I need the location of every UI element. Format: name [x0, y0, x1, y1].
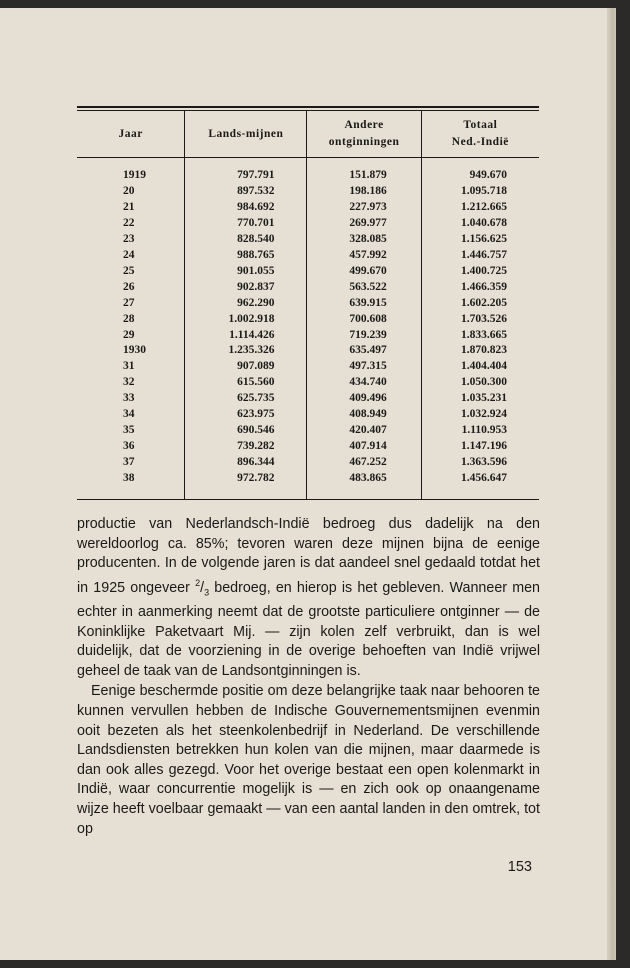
cell-totaal: 1.035.231 — [421, 391, 539, 407]
cell-totaal: 1.870.823 — [421, 343, 539, 359]
cell-year: 32 — [123, 376, 135, 389]
book-page — [0, 8, 616, 960]
table-row — [77, 407, 539, 423]
cell-andere-ontginningen: 467.252 — [307, 455, 421, 471]
cell-year: 1919 — [123, 169, 146, 181]
cell-lands-mijnen: 988.765 — [185, 248, 307, 264]
table-row — [77, 296, 539, 312]
cell-year: 29 — [123, 328, 135, 341]
cell-year: 20 — [123, 184, 135, 197]
cell-totaal: 1.833.665 — [421, 328, 539, 344]
cell-totaal: 1.040.678 — [421, 216, 539, 232]
cell-andere-ontginningen: 408.949 — [307, 407, 421, 423]
cell-totaal: 1.147.196 — [421, 439, 539, 455]
cell-year: 38 — [123, 472, 135, 485]
cell-totaal: 1.156.625 — [421, 232, 539, 248]
table-body — [77, 158, 539, 500]
cell-year: 22 — [123, 216, 135, 229]
cell-totaal: 1.602.205 — [421, 296, 539, 312]
cell-lands-mijnen: 625.735 — [185, 391, 307, 407]
table-row — [77, 232, 539, 248]
cell-year: 23 — [123, 232, 135, 245]
cell-andere-ontginningen: 635.497 — [307, 343, 421, 359]
header-lands-mijnen: Lands-mijnen — [185, 111, 307, 158]
coal-production-table — [77, 106, 539, 500]
cell-lands-mijnen: 972.782 — [185, 471, 307, 499]
body-text — [77, 515, 540, 839]
cell-lands-mijnen: 623.975 — [185, 407, 307, 423]
page-spine-shadow — [607, 8, 614, 960]
cell-totaal: 1.404.404 — [421, 359, 539, 375]
table-row — [77, 328, 539, 344]
cell-year: 33 — [123, 392, 135, 405]
table-bottom-rule — [77, 499, 539, 500]
cell-lands-mijnen: 1.114.426 — [185, 328, 307, 344]
cell-year: 31 — [123, 360, 135, 373]
cell-totaal: 1.446.757 — [421, 248, 539, 264]
table-row — [77, 455, 539, 471]
cell-lands-mijnen: 962.290 — [185, 296, 307, 312]
cell-lands-mijnen: 797.791 — [185, 158, 307, 184]
cell-totaal: 1.110.953 — [421, 423, 539, 439]
cell-totaal: 1.095.718 — [421, 184, 539, 200]
cell-lands-mijnen: 902.837 — [185, 280, 307, 296]
cell-andere-ontginningen: 407.914 — [307, 439, 421, 455]
cell-andere-ontginningen: 497.315 — [307, 359, 421, 375]
cell-lands-mijnen: 896.344 — [185, 455, 307, 471]
table-row — [77, 264, 539, 280]
table-row — [77, 280, 539, 296]
cell-year: 25 — [123, 264, 135, 277]
cell-year: 34 — [123, 408, 135, 421]
cell-andere-ontginningen: 409.496 — [307, 391, 421, 407]
cell-andere-ontginningen: 499.670 — [307, 264, 421, 280]
cell-lands-mijnen: 907.089 — [185, 359, 307, 375]
table-row — [77, 312, 539, 328]
cell-year: 24 — [123, 248, 135, 261]
cell-andere-ontginningen: 457.992 — [307, 248, 421, 264]
cell-year: 26 — [123, 280, 135, 293]
cell-andere-ontginningen: 700.608 — [307, 312, 421, 328]
cell-year: 27 — [123, 296, 135, 309]
cell-totaal: 1.456.647 — [421, 471, 539, 499]
header-andere-ontginningen: Andere ontginningen — [307, 111, 421, 158]
table-row — [77, 200, 539, 216]
table-row — [77, 423, 539, 439]
cell-lands-mijnen: 739.282 — [185, 439, 307, 455]
cell-year: 1930 — [123, 344, 146, 357]
table-row — [77, 343, 539, 359]
cell-andere-ontginningen: 483.865 — [307, 471, 421, 499]
cell-lands-mijnen: 690.546 — [185, 423, 307, 439]
cell-andere-ontginningen: 719.239 — [307, 328, 421, 344]
cell-andere-ontginningen: 198.186 — [307, 184, 421, 200]
cell-totaal: 1.212.665 — [421, 200, 539, 216]
paragraph-2: Eenige beschermde positie om deze belangrijke taak naar behooren te kunnen vervullen hebben de Indische Gouvernementsmijnen evenmin ooit bezeten als het steenkolenbedrijf in Nederland. De verschillende Landsdiensten betrekken hun kolen van die mijnen, maar daarmede is dan ook alles gezegd. Voor het overige bestaat een open kolenmarkt in Indië, waar concurrentie mogelijk is — en zich ook op onaangename wijze heeft voelbaar gemaakt — van een aantal landen in den omtrek, tot op — [77, 683, 540, 837]
cell-lands-mijnen: 984.692 — [185, 200, 307, 216]
cell-andere-ontginningen: 434.740 — [307, 375, 421, 391]
header-jaar: Jaar — [118, 127, 143, 140]
cell-lands-mijnen: 828.540 — [185, 232, 307, 248]
table-row — [77, 158, 539, 184]
page-number: 153 — [507, 859, 532, 875]
table-row — [77, 439, 539, 455]
table-row — [77, 216, 539, 232]
cell-totaal: 1.032.924 — [421, 407, 539, 423]
cell-totaal: 1.466.359 — [421, 280, 539, 296]
table-row — [77, 184, 539, 200]
cell-lands-mijnen: 1.235.326 — [185, 343, 307, 359]
cell-lands-mijnen: 770.701 — [185, 216, 307, 232]
cell-andere-ontginningen: 328.085 — [307, 232, 421, 248]
cell-year: 21 — [123, 200, 135, 213]
cell-lands-mijnen: 1.002.918 — [185, 312, 307, 328]
cell-totaal: 949.670 — [421, 158, 539, 184]
cell-andere-ontginningen: 420.407 — [307, 423, 421, 439]
cell-totaal: 1.363.596 — [421, 455, 539, 471]
cell-year: 36 — [123, 440, 135, 453]
cell-totaal: 1.703.526 — [421, 312, 539, 328]
cell-andere-ontginningen: 227.973 — [307, 200, 421, 216]
cell-andere-ontginningen: 563.522 — [307, 280, 421, 296]
cell-andere-ontginningen: 639.915 — [307, 296, 421, 312]
table-header-row — [77, 111, 539, 158]
cell-andere-ontginningen: 269.977 — [307, 216, 421, 232]
table-row — [77, 471, 539, 499]
table-row — [77, 359, 539, 375]
cell-andere-ontginningen: 151.879 — [307, 158, 421, 184]
cell-totaal: 1.400.725 — [421, 264, 539, 280]
cell-lands-mijnen: 897.532 — [185, 184, 307, 200]
paragraph-1: productie van Nederlandsch-Indië bedroeg dus dadelijk na den wereldoorlog ca. 85%; tevoren waren deze mijnen bijna de eenige producenten. In de volgende jaren is dat aandeel snel gedaald totdat het in 1925 ongeveer $^2/_3$ bedroeg, en hierop is het gebleven. Wanneer men echter in aanmerking neemt dat de grootste particuliere ontginner — de Koninklijke Paketvaart Mij. — zijn kolen zelf verbruikt, dan is wel duidelijk, dat de voorziening in de overige behoeften van Indië vrijwel geheel de taak van de Landsontginningen is. — [77, 516, 541, 679]
table-row — [77, 391, 539, 407]
cell-lands-mijnen: 901.055 — [185, 264, 307, 280]
cell-totaal: 1.050.300 — [421, 375, 539, 391]
cell-year: 37 — [123, 456, 135, 469]
table-row — [77, 375, 539, 391]
table-row — [77, 248, 539, 264]
cell-year: 28 — [123, 312, 135, 325]
cell-year: 35 — [123, 424, 135, 437]
header-totaal: Totaal Ned.-Indië — [421, 111, 539, 158]
cell-lands-mijnen: 615.560 — [185, 375, 307, 391]
